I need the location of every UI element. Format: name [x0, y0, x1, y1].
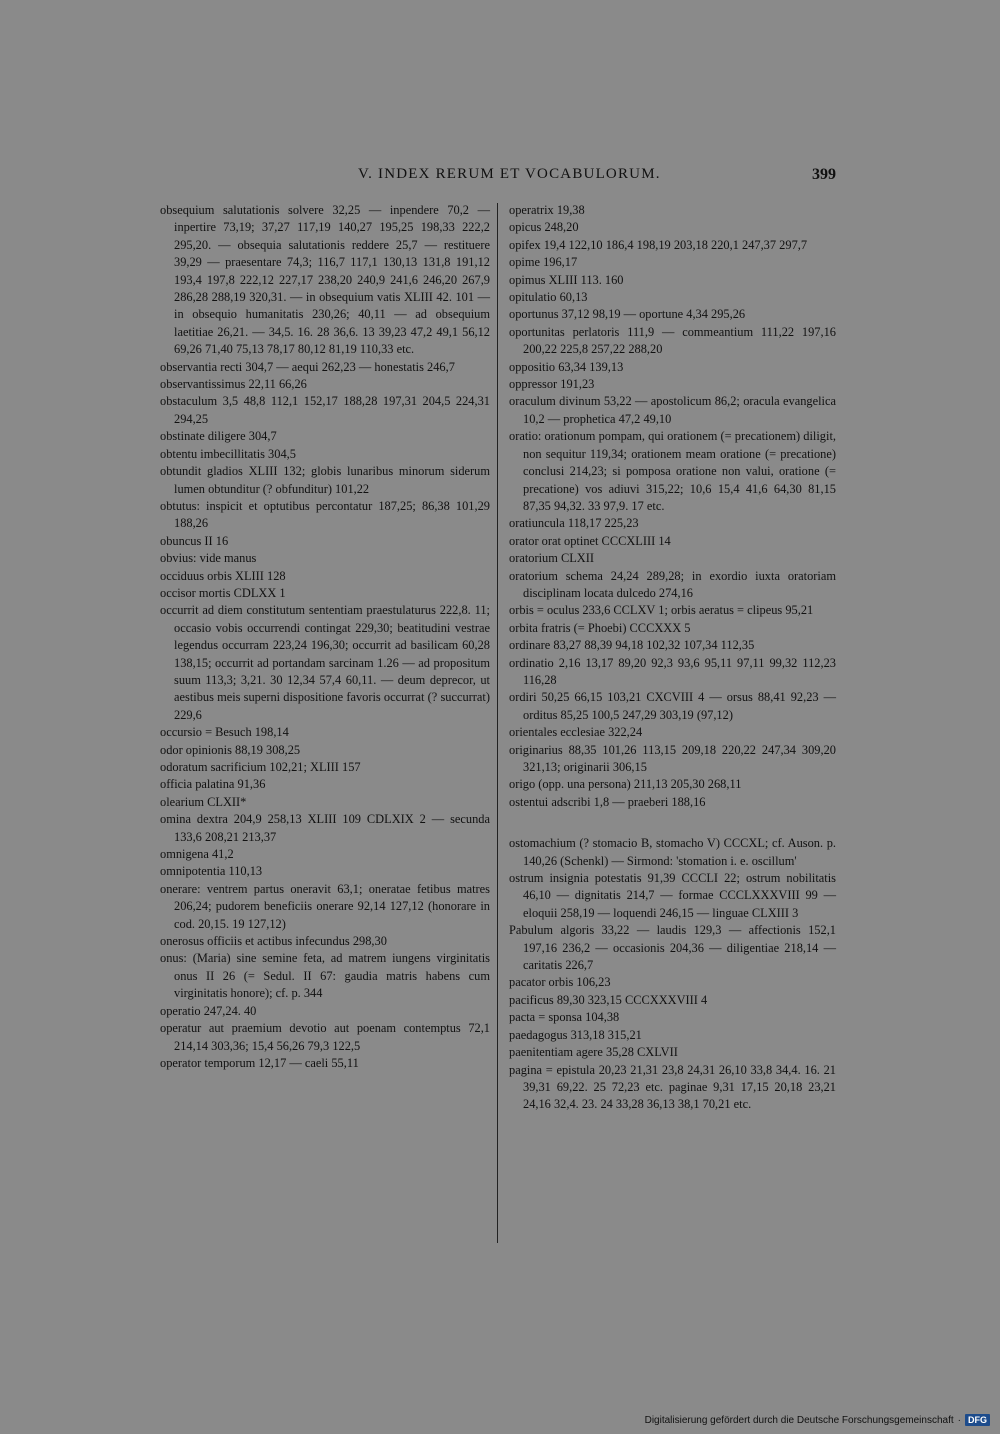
index-entry: opicus 248,20	[509, 220, 579, 235]
index-entry: operatur aut praemium devotio aut poenam contemptus 72,1 214,14 303,36; 15,4 56,26 79,3 122,5	[160, 1021, 490, 1053]
index-entry: opime 196,17	[509, 255, 578, 270]
index-column-left	[160, 202, 490, 1072]
index-entry: ostomachium (? stomacio B, stomacho V) CCCXL; cf. Auson. p. 140,26 (Schenkl) — Sirmond: 'stomation i. e. oscillum'	[509, 836, 836, 868]
index-entry: oppositio 63,34 139,13	[509, 359, 624, 374]
running-head: V. INDEX RERUM ET VOCABULORUM.	[358, 166, 661, 182]
index-entry: observantia recti 304,7 — aequi 262,23 — honestatis 246,7	[160, 359, 455, 374]
index-entry: occursio = Besuch 198,14	[160, 725, 289, 740]
index-entry: pacator orbis 106,23	[509, 975, 611, 990]
index-entry: origo (opp. una persona) 211,13 205,30 268,11	[509, 777, 742, 792]
index-entry: orientales ecclesiae 322,24	[509, 725, 643, 740]
index-entry: orbis = oculus 233,6 CCLXV 1; orbis aeratus = clipeus 95,21	[509, 603, 814, 618]
index-entry: ostrum insignia potestatis 91,39 CCCLI 22; ostrum nobilitatis 46,10 — dignitatis 214,7 — formae CCCLXXXVIII 99 — eloquii 258,19 — loquendi 246,15 — linguae CLXIII 3	[509, 871, 836, 920]
index-entry: obstaculum 3,5 48,8 112,1 152,17 188,28 197,31 204,5 224,31 294,25	[160, 394, 490, 426]
page-header	[160, 166, 836, 190]
index-entry: oppressor 191,23	[509, 377, 595, 392]
index-entry: occiduus orbis XLIII 128	[160, 568, 286, 583]
index-entry: Pabulum algoris 33,22 — laudis 129,3 — affectionis 152,1 197,16 236,2 — occasionis 204,36 — diligentiae 218,14 — caritatis 226,7	[509, 923, 836, 973]
page-number: 399	[812, 166, 836, 183]
index-entry: oratiuncula 118,17 225,23	[509, 516, 639, 531]
index-entry: obtundit gladios XLIII 132; globis lunaribus minorum siderum lumen obtunditur (? obfunditur) 101,22	[160, 464, 490, 496]
index-entry: originarius 88,35 101,26 113,15 209,18 220,22 247,34 309,20 321,13; originarii 306,15	[509, 742, 836, 774]
index-entry: oratorium CLXII	[509, 551, 594, 566]
index-entry: onerosus officiis et actibus infecundus 298,30	[160, 934, 387, 949]
index-entry: obsequium salutationis solvere 32,25 — inpendere 70,2 — inpertire 73,19; 37,27 117,19 140,27 195,25 198,33 222,2 295,20. — obsequia salutationis reddere 25,7 — restituere 39,29 — praesentare 74,3; 116,7 117,1 130,13 131,8 191,12 193,4 197,8 222,12 227,17 238,20 240,9 241,6 246,20 267,9 286,28 288,19 320,31. — in obsequium vatis XLIII 42. 101 — in obsequio humanitatis 230,26; 40,11 — ad obsequium laetitiae 26,21. — 34,5. 16. 28 36,6. 13 39,23 47,2 49,1 56,12 69,26 71,40 75,13 78,17 80,12 81,19 110,33 etc.	[160, 203, 490, 357]
index-entry: orator orat optinet CCCXLIII 14	[509, 533, 671, 548]
index-entry: pacta = sponsa 104,38	[509, 1010, 620, 1025]
index-entry: oportunus 37,12 98,19 — oportune 4,34 295,26	[509, 307, 746, 322]
index-entry: operatio 247,24. 40	[160, 1003, 257, 1018]
dfg-logo: DFG	[965, 1414, 990, 1426]
index-entry: ordinare 83,27 88,39 94,18 102,32 107,34 112,35	[509, 638, 755, 653]
index-entry: pacificus 89,30 323,15 CCCXXXVIII 4	[509, 992, 708, 1007]
index-entry: oportunitas perlatoris 111,9 — commeantium 111,22 197,16 200,22 225,8 257,22 288,20	[509, 324, 836, 357]
index-entry: pagina = epistula 20,23 21,31 23,8 24,31 26,10 33,8 34,4. 16. 21 39,31 69,22. 25 72,23 etc. paginae 9,31 17,15 20,18 23,21 24,16 32,4. 23. 24 33,28 36,13 38,1 70,21 etc.	[509, 1062, 836, 1112]
index-entry: odor opinionis 88,19 308,25	[160, 742, 301, 757]
index-entry: orbita fratris (= Phoebi) CCCXXX 5	[509, 620, 691, 635]
index-entry: operator temporum 12,17 — caeli 55,11	[160, 1055, 359, 1070]
index-entry: operatrix 19,38	[509, 203, 585, 217]
index-entry: obtentu imbecillitatis 304,5	[160, 446, 296, 461]
column-divider	[497, 203, 498, 1243]
funding-credit: Digitalisierung gefördert durch die Deutsche Forschungsgemeinschaft	[644, 1414, 954, 1426]
index-entry: oratio: orationum pompam, qui orationem (= precationem) diligit, non sequitur 119,34; orationem meam oratione (= precatione) conclusi 214,23; si pomposa oratione non valui, oratione (= precatione) vos adiuvi 315,22; 10,6 15,4 41,6 64,30 81,15 87,35 94,32. 33 97,9. 17 etc.	[509, 429, 836, 513]
index-entry: opitulatio 60,13	[509, 290, 588, 305]
footer	[645, 1414, 990, 1426]
index-entry: obuncus II 16	[160, 533, 229, 548]
footer-separator: ·	[957, 1414, 961, 1426]
index-entry: obstinate diligere 304,7	[160, 429, 277, 444]
index-entry: ostentui adscribi 1,8 — praeberi 188,16	[509, 794, 706, 809]
index-entry: onerare: ventrem partus oneravit 63,1; oneratae fetibus matres 206,24; pudorem beneficiis onerare 92,14 127,12 (honorare in cod. 20,15. 19 127,12)	[160, 881, 490, 931]
index-entry: paenitentiam agere 35,28 CXLVII	[509, 1045, 678, 1060]
index-entry: officia palatina 91,36	[160, 777, 266, 792]
index-entry: occisor mortis CDLXX 1	[160, 585, 286, 600]
index-entry: ordiri 50,25 66,15 103,21 CXCVIII 4 — orsus 88,41 92,23 — orditus 85,25 100,5 247,29 303,19 (97,12)	[509, 690, 836, 722]
index-entry: oraculum divinum 53,22 — apostolicum 86,2; oracula evangelica 10,2 — prophetica 47,2 49,10	[509, 394, 836, 426]
index-entry: obtutus: inspicit et optutibus percontatur 187,25; 86,38 101,29 188,26	[160, 498, 490, 531]
index-entry: ordinatio 2,16 13,17 89,20 92,3 93,6 95,11 97,11 99,32 112,23 116,28	[509, 655, 836, 687]
index-entry: omnigena 41,2	[160, 847, 234, 862]
index-entry: olearium CLXII*	[160, 794, 247, 809]
index-entry: omnipotentia 110,13	[160, 864, 263, 879]
index-entry: obvius: vide manus	[160, 551, 257, 566]
index-entry: odoratum sacrificium 102,21; XLIII 157	[160, 760, 361, 774]
index-entry: observantissimus 22,11 66,26	[160, 377, 307, 392]
index-entry: opimus XLIII 113. 160	[509, 272, 624, 287]
index-entry: onus: (Maria) sine semine feta, ad matrem iungens virginitatis onus II 26 (= Sedul. II 67: gaudia matris habens cum virginitatis honore); cf. p. 344	[160, 951, 490, 1001]
index-entry: omina dextra 204,9 258,13 XLIII 109 CDLXIX 2 — secunda 133,6 208,21 213,37	[160, 812, 490, 844]
index-entry: occurrit ad diem constitutum sententiam praestulaturus 222,8. 11; occasio vobis occurrendi contingat 229,30; beatitudini vestrae legendus occurram 223,24 196,30; occurrit ad basilicam 60,28 138,15; occurrit ad portandam sarcinam 1.26 — ad propositum suum 113,3; 3,21. 30 12,34 57,4 60,11. — deum deprecor, ut aestibus meis superni dispositione favoris occurrat (? succurrat) 229,6	[160, 603, 490, 722]
index-entry: oratorium schema 24,24 289,28; in exordio iuxta oratoriam disciplinam locata dulcedo 274,16	[509, 568, 836, 600]
index-entry: paedagogus 313,18 315,21	[509, 1027, 642, 1042]
index-entry: opifex 19,4 122,10 186,4 198,19 203,18 220,1 247,37 297,7	[509, 237, 808, 252]
index-column-right	[509, 202, 836, 1114]
